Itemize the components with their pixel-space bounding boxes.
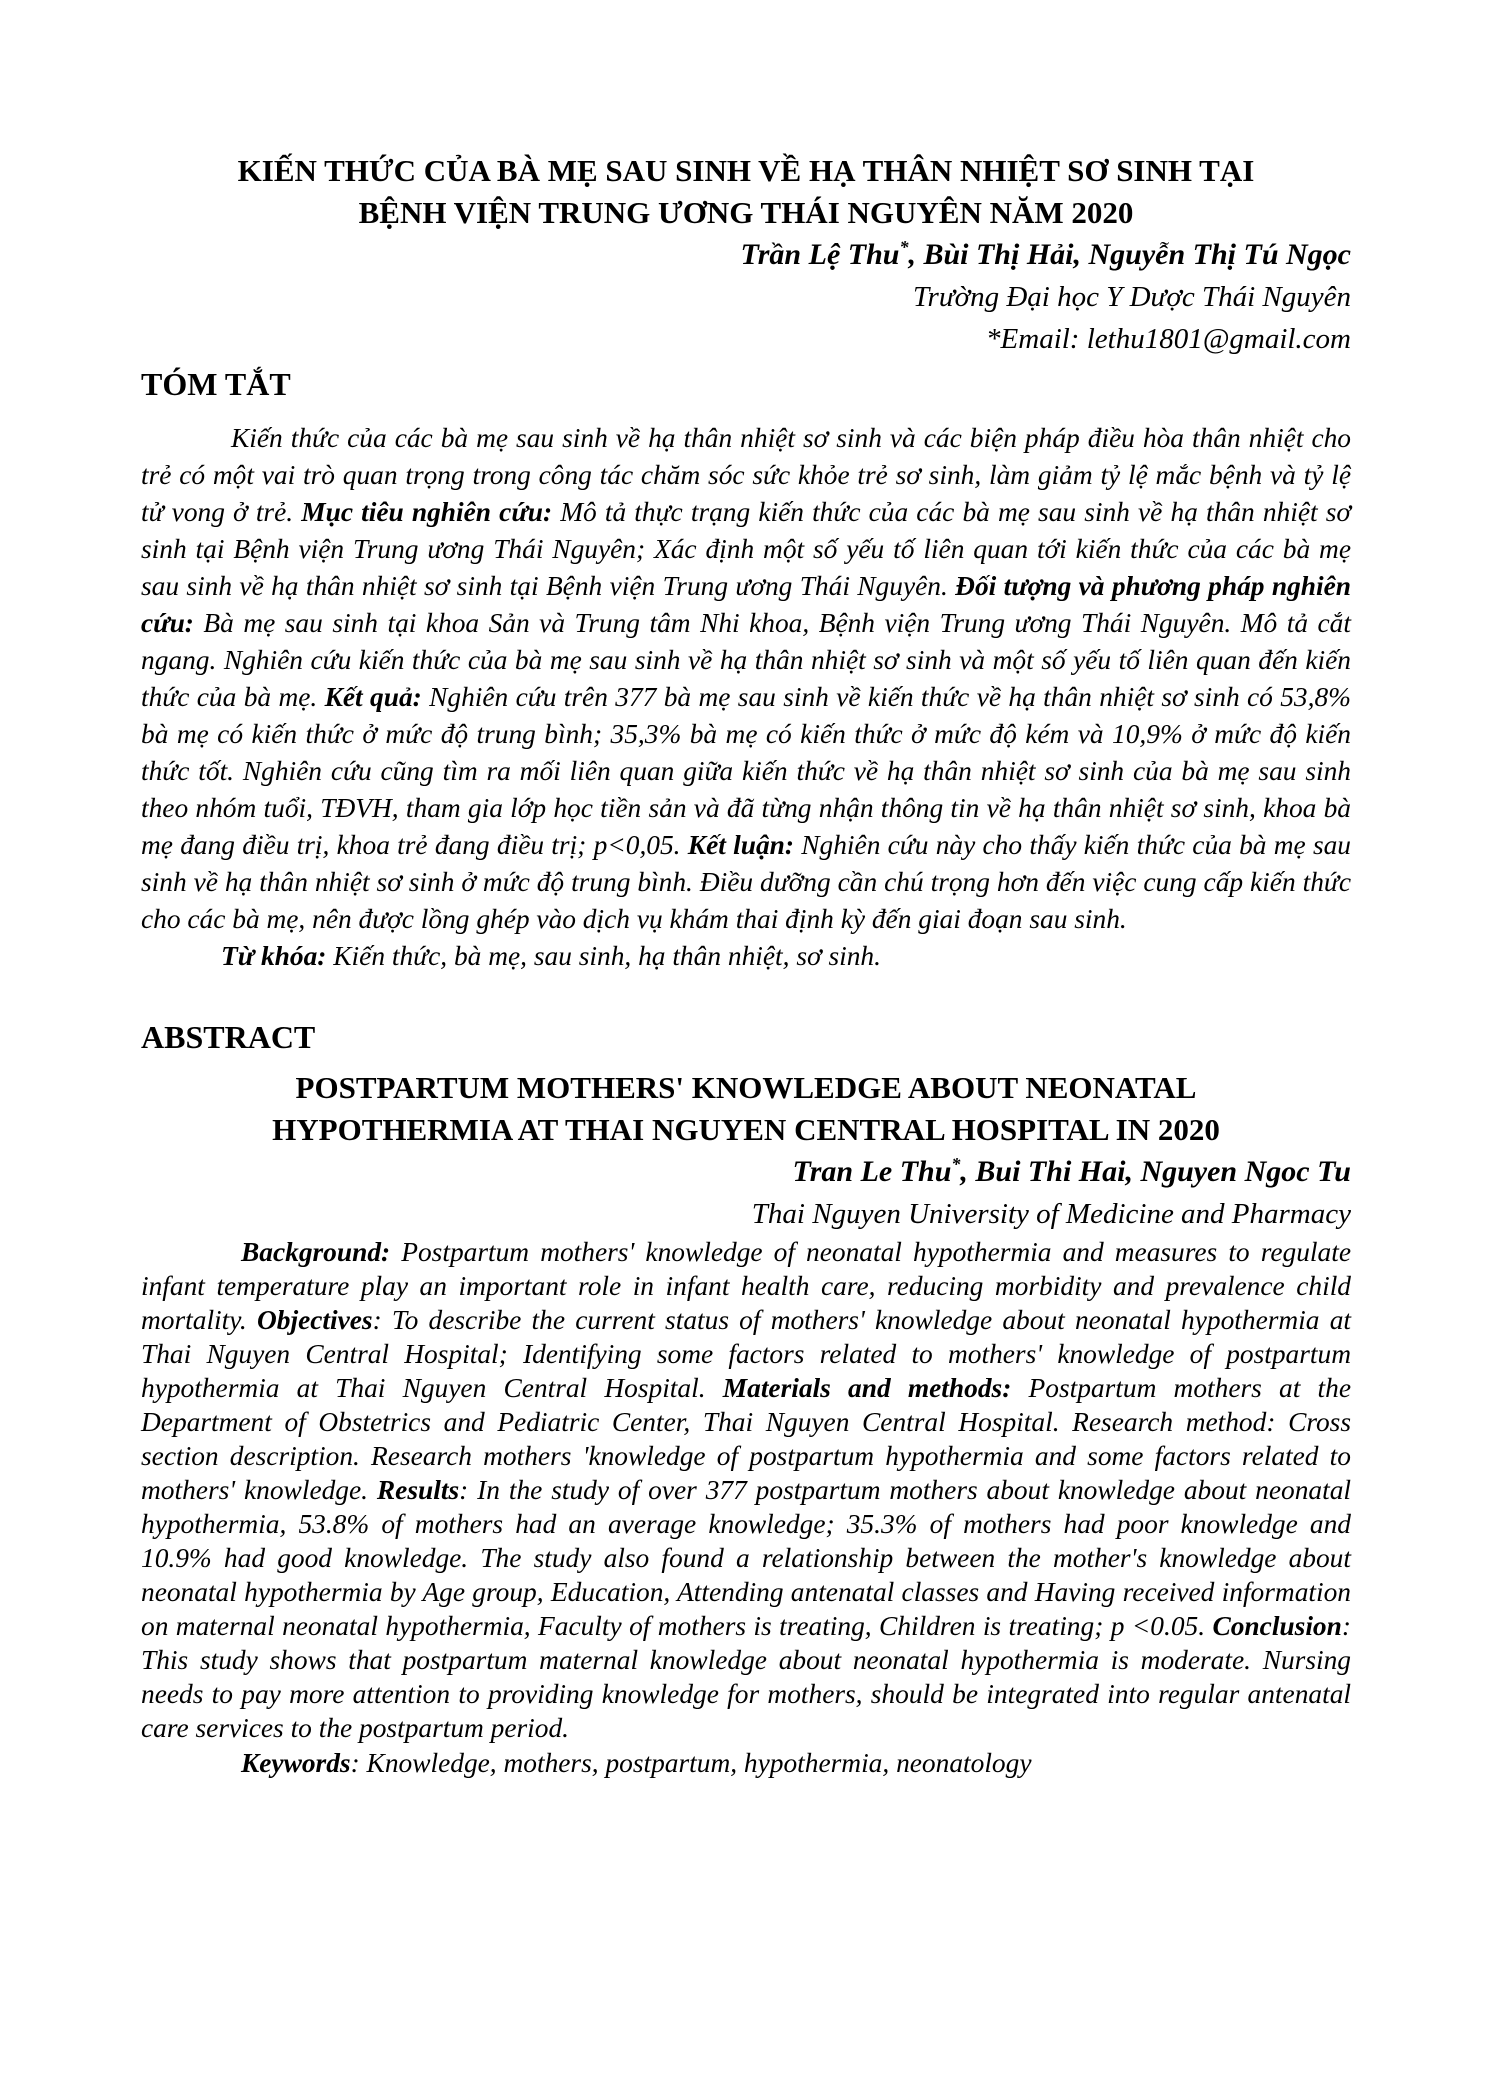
en-corresponding-mark: * (951, 1154, 961, 1174)
vi-affiliation: Trường Đại học Y Dược Thái Nguyên (913, 281, 1351, 313)
en-methods-label: Materials and methods: (722, 1373, 1012, 1403)
en-objectives-text: : To describe the current status of mothers' knowledge about neonatal hypothermia at Thai Nguyen Central Hospital; Identifying some factors related to mothers' knowledge of postpartum hypothermia at Thai Nguyen Central Hospital. (141, 1305, 1351, 1403)
en-conclusion-text: : This study shows that postpartum maternal knowledge about neonatal hypothermia is moderate. Nursing needs to pay more attention to providing knowledge for mothers, should be integrated into regular antenatal care services to the postpartum period. (141, 1611, 1351, 1743)
vi-keywords-label: Từ khóa: (221, 941, 327, 971)
abstract-heading: ABSTRACT (141, 1019, 316, 1055)
vi-email: *Email: lethu1801@gmail.com (986, 323, 1351, 355)
en-keywords-text: : Knowledge, mothers, postpartum, hypothermia, neonatology (350, 1748, 1032, 1778)
vi-authors (141, 234, 1351, 276)
vi-authors-rest: , Bùi Thị Hải, Nguyễn Thị Tú Ngọc (908, 238, 1351, 271)
en-methods-text: Postpartum mothers at the Department of Obstetrics and Pediatric Center, Thai Nguyen Central Hospital. Research method: Cross section description. Research mothers 'knowledge of postpartum hypothermia and some factors related to mothers' knowledge. (141, 1373, 1351, 1505)
vi-keywords (141, 938, 1351, 975)
vi-title-line2: BỆNH VIỆN TRUNG ƯƠNG THÁI NGUYÊN NĂM 2020 (358, 195, 1134, 230)
vi-objectives-label: Mục tiêu nghiên cứu: (301, 497, 553, 527)
vi-conclusion-text: Nghiên cứu này cho thấy kiến thức của bà mẹ sau sinh về hạ thân nhiệt sơ sinh ở mức độ trung bình. Điều dưỡng cần chú trọng hơn đến việc cung cấp kiến thức cho các bà mẹ, nên được lồng ghép vào dịch vụ khám thai định kỳ đến giai đoạn sau sinh. (141, 830, 1351, 934)
en-results-text: : In the study of over 377 postpartum mothers about knowledge about neonatal hypothermia, 53.8% of mothers had an average knowledge; 35.3% of mothers had poor knowledge and 10.9% had good knowledge. The study also found a relationship between the mother's knowledge about neonatal hypothermia by Age group, Education, Attending antenatal classes and Having received information on maternal neonatal hypothermia, Faculty of mothers is treating, Children is treating; p <0.05. (141, 1475, 1351, 1641)
en-keywords-label: Keywords (241, 1748, 351, 1778)
en-title (141, 1067, 1351, 1151)
en-author-first: Tran Le Thu (792, 1155, 952, 1188)
vi-intro: Kiến thức của các bà mẹ sau sinh về hạ thân nhiệt sơ sinh và các biện pháp điều hòa thân nhiệt cho trẻ có một vai trò quan trọng trong công tác chăm sóc sức khỏe trẻ sơ sinh, làm giảm tỷ lệ mắc bệnh và tỷ lệ tử vong ở trẻ. (141, 423, 1351, 527)
vi-title-line1: KIẾN THỨC CỦA BÀ MẸ SAU SINH VỀ HẠ THÂN NHIỆT SƠ SINH TẠI (237, 153, 1255, 188)
vi-methods-label: Đối tượng và phương pháp nghiên cứu: (141, 571, 1351, 638)
vi-results-text: Nghiên cứu trên 377 bà mẹ sau sinh về kiến thức về hạ thân nhiệt sơ sinh có 53,8% bà mẹ có kiến thức ở mức độ trung bình; 35,3% bà mẹ có kiến thức ở mức độ kém và 10,9% ở mức độ kiến thức tốt. Nghiên cứu cũng tìm ra mối liên quan giữa kiến thức về hạ thân nhiệt sơ sinh của bà mẹ sau sinh theo nhóm tuổi, TĐVH, tham gia lớp học tiền sản và đã từng nhận thông tin về hạ thân nhiệt sơ sinh, khoa bà mẹ đang điều trị, khoa trẻ đang điều trị; p<0,05. (141, 682, 1351, 860)
vi-abstract (141, 420, 1351, 938)
corresponding-mark: * (899, 237, 909, 257)
en-abstract (141, 1235, 1351, 1745)
vi-results-label: Kết quả: (324, 682, 422, 712)
en-title-line2: HYPOTHERMIA AT THAI NGUYEN CENTRAL HOSPITAL IN 2020 (272, 1112, 1220, 1147)
en-conclusion-label: Conclusion (1212, 1611, 1342, 1641)
paper-page (141, 150, 1351, 1781)
vi-author-first: Trần Lệ Thu (740, 238, 900, 271)
vi-keywords-text: Kiến thức, bà mẹ, sau sinh, hạ thân nhiệt, sơ sinh. (326, 941, 881, 971)
vi-objectives-text: Mô tả thực trạng kiến thức của các bà mẹ sau sinh về hạ thân nhiệt sơ sinh tại Bệnh viện Trung ương Thái Nguyên; Xác định một số yếu tố liên quan tới kiến thức của các bà mẹ sau sinh về hạ thân nhiệt sơ sinh tại Bệnh viện Trung ương Thái Nguyên. (141, 497, 1351, 601)
en-background-label: Background: (241, 1237, 391, 1267)
vi-title (141, 150, 1351, 234)
vi-methods-text: Bà mẹ sau sinh tại khoa Sản và Trung tâm Nhi khoa, Bệnh viện Trung ương Thái Nguyên. Mô tả cắt ngang. Nghiên cứu kiến thức của bà mẹ sau sinh về hạ thân nhiệt sơ sinh và một số yếu tố liên quan đến kiến thức của bà mẹ. (141, 608, 1351, 712)
en-authors-rest: , Bui Thi Hai, Nguyen Ngoc Tu (960, 1155, 1351, 1188)
summary-heading: TÓM TẮT (141, 366, 291, 402)
en-background-text: Postpartum mothers' knowledge of neonatal hypothermia and measures to regulate infant temperature play an important role in infant health care, reducing morbidity and prevalence child mortality. (141, 1237, 1351, 1335)
en-objectives-label: Objectives (256, 1305, 373, 1335)
en-authors (141, 1151, 1351, 1193)
vi-conclusion-label: Kết luận: (687, 830, 794, 860)
en-results-label: Results (376, 1475, 460, 1505)
en-title-line1: POSTPARTUM MOTHERS' KNOWLEDGE ABOUT NEONATAL (295, 1070, 1197, 1105)
en-keywords (141, 1745, 1351, 1781)
en-affiliation: Thai Nguyen University of Medicine and Pharmacy (751, 1198, 1351, 1230)
